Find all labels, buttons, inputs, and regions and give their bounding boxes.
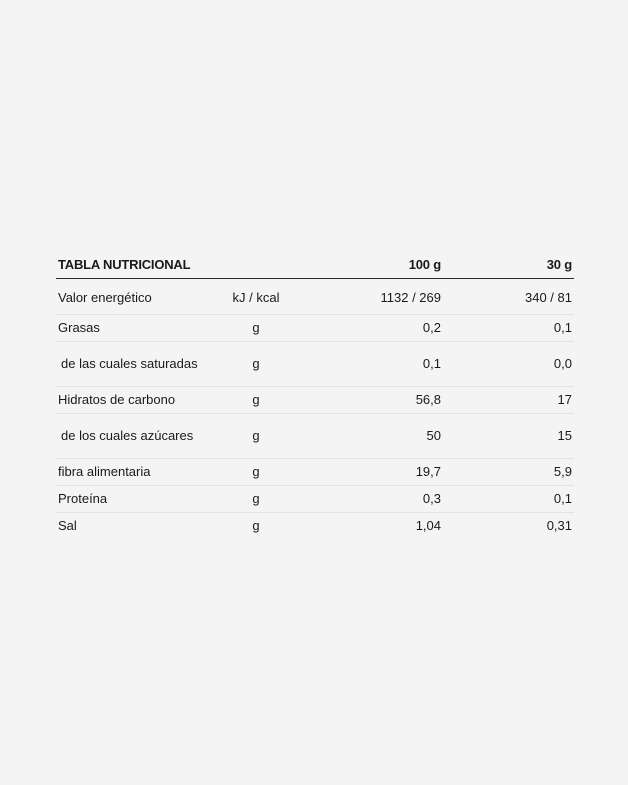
table-row: [56, 414, 574, 459]
table-row: [56, 486, 574, 513]
nutrient-name: de los cuales azúcares: [56, 414, 216, 459]
nutrient-name: fibra alimentaria: [56, 459, 216, 486]
value-per-30g: 0,0: [443, 342, 574, 387]
nutrient-name: Sal: [58, 518, 77, 533]
value-per-30g: 15: [443, 414, 574, 459]
value-per-30g: 0,1: [443, 315, 574, 342]
value-per-30g: 0,1: [443, 486, 574, 513]
table-row: [56, 387, 574, 414]
value-per-30g: 340 / 81: [443, 279, 574, 315]
nutrient-unit: kJ / kcal: [216, 279, 296, 315]
table-title: TABLA NUTRICIONAL: [56, 250, 216, 279]
nutrient-unit: g: [216, 459, 296, 486]
value-per-30g: 0,31: [546, 518, 572, 533]
nutrient-unit: g: [216, 315, 296, 342]
value-per-100g: 19,7: [296, 459, 443, 486]
value-per-100g: 0,1: [296, 342, 443, 387]
per-100g-header: 100 g: [296, 250, 443, 279]
value-per-100g: 0,3: [296, 486, 443, 513]
table-row: [56, 279, 574, 315]
nutrition-table: [56, 250, 574, 539]
nutrition-table-container: [56, 250, 574, 539]
value-per-30g: 17: [443, 387, 574, 414]
value-per-100g: 1,04: [415, 518, 441, 533]
value-per-100g: 0,2: [296, 315, 443, 342]
nutrient-unit: g: [216, 486, 296, 513]
nutrient-name: Grasas: [56, 315, 216, 342]
per-30g-header: 30 g: [443, 250, 574, 279]
unit-header: [216, 250, 296, 279]
nutrient-unit: g: [216, 387, 296, 414]
nutrient-name: Valor energético: [56, 279, 216, 315]
nutrient-unit: g: [252, 518, 260, 533]
nutrient-name: de las cuales saturadas: [56, 342, 216, 387]
value-per-100g: 56,8: [296, 387, 443, 414]
table-row: [56, 342, 574, 387]
value-per-100g: 50: [296, 414, 443, 459]
nutrient-unit: g: [216, 342, 296, 387]
table-header-row: [56, 250, 574, 279]
table-row: [56, 459, 574, 486]
nutrient-name: Proteína: [56, 486, 216, 513]
value-per-30g: 5,9: [443, 459, 574, 486]
table-row: [56, 315, 574, 342]
nutrient-unit: g: [216, 414, 296, 459]
nutrient-name: Hidratos de carbono: [56, 387, 216, 414]
value-per-100g: 1132 / 269: [296, 279, 443, 315]
table-row: [56, 513, 574, 540]
